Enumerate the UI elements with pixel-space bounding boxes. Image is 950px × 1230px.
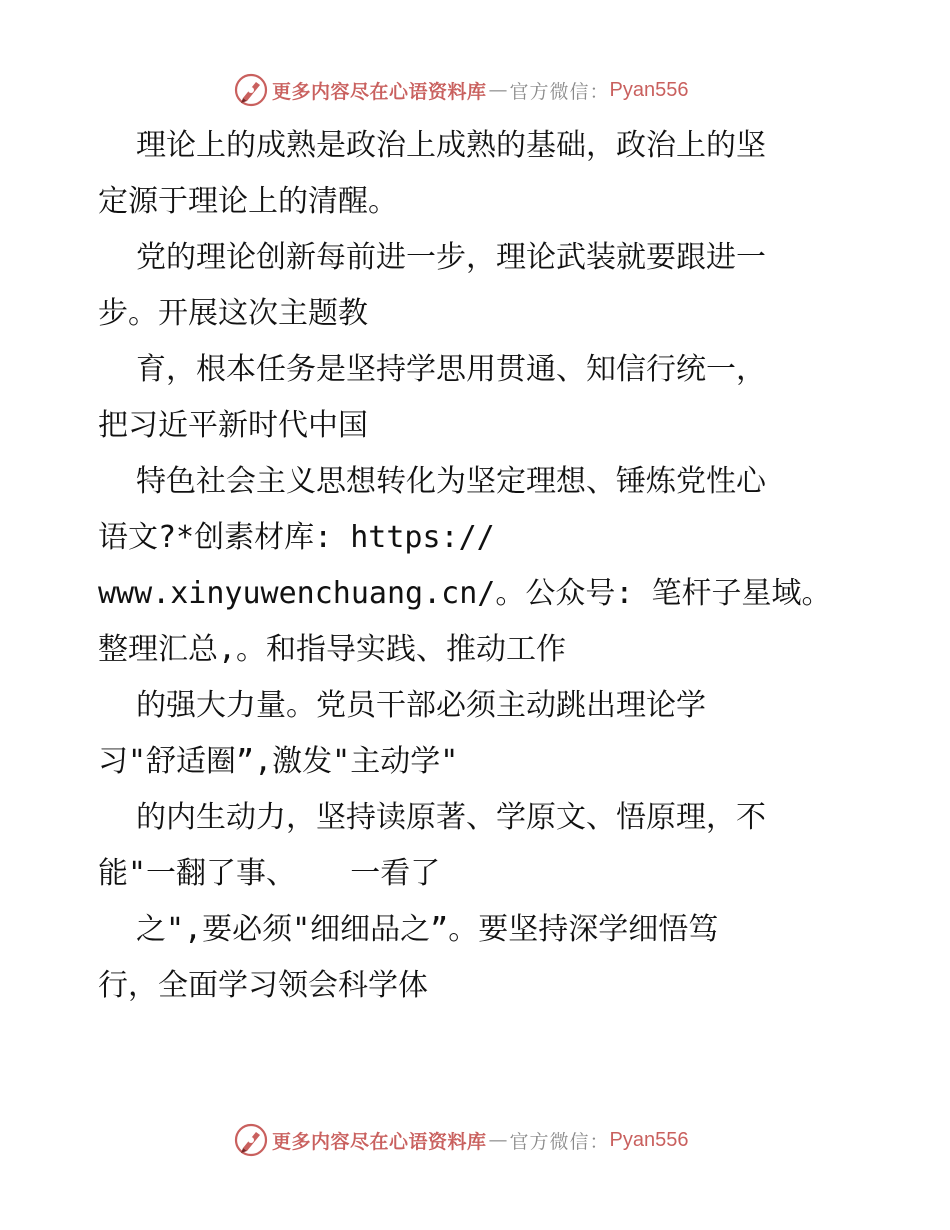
text-line: 的内生动力，坚持读原著、学原文、悟原理，不	[136, 800, 766, 835]
footer-separator: —	[488, 1129, 508, 1151]
header-site-text: 更多内容尽在心语资料库	[272, 80, 487, 103]
text-line: 行，全面学习领会科学体	[98, 968, 428, 1003]
text-line: 之",要必须"细细品之”。要坚持深学细悟笃	[136, 912, 719, 947]
pen-logo-icon	[234, 1123, 268, 1157]
header-wechat-handle: Pyan556	[609, 78, 689, 101]
text-line: 的强大力量。党员干部必须主动跳出理论学	[136, 688, 706, 723]
header-separator: —	[488, 79, 508, 101]
text-line: 定源于理论上的清醒。	[98, 184, 398, 219]
text-line: 党的理论创新每前进一步，理论武装就要跟进一	[136, 240, 766, 275]
text-line: 整理汇总,。和指导实践、推动工作	[98, 632, 567, 667]
text-line: 育，根本任务是坚持学思用贯通、知信行统一，	[136, 352, 766, 387]
text-line: 特色社会主义思想转化为坚定理想、锤炼党性心	[136, 464, 766, 499]
text-line: 把习近平新时代中国	[98, 408, 368, 443]
header-watermark	[234, 72, 689, 108]
footer-wechat-handle: Pyan556	[609, 1128, 689, 1151]
text-line: www.xinyuwenchuang.cn/。公众号: 笔杆子星域。	[98, 576, 832, 611]
footer-site-text: 更多内容尽在心语资料库	[272, 1130, 487, 1153]
document-body	[98, 118, 858, 1014]
pen-logo-icon	[234, 73, 268, 107]
text-line: 理论上的成熟是政治上成熟的基础，政治上的坚	[136, 128, 766, 163]
text-line: 习"舒适圈”,激发"主动学"	[98, 744, 459, 779]
text-line: 步。开展这次主题教	[98, 296, 368, 331]
text-line: 能"一翻了事、 一看了	[98, 856, 441, 891]
footer-watermark	[234, 1122, 689, 1158]
text-line: 语文?*创素材库: https://	[98, 520, 495, 555]
header-wechat-label: 官方微信：	[509, 80, 610, 103]
footer-wechat-label: 官方微信：	[509, 1130, 610, 1153]
